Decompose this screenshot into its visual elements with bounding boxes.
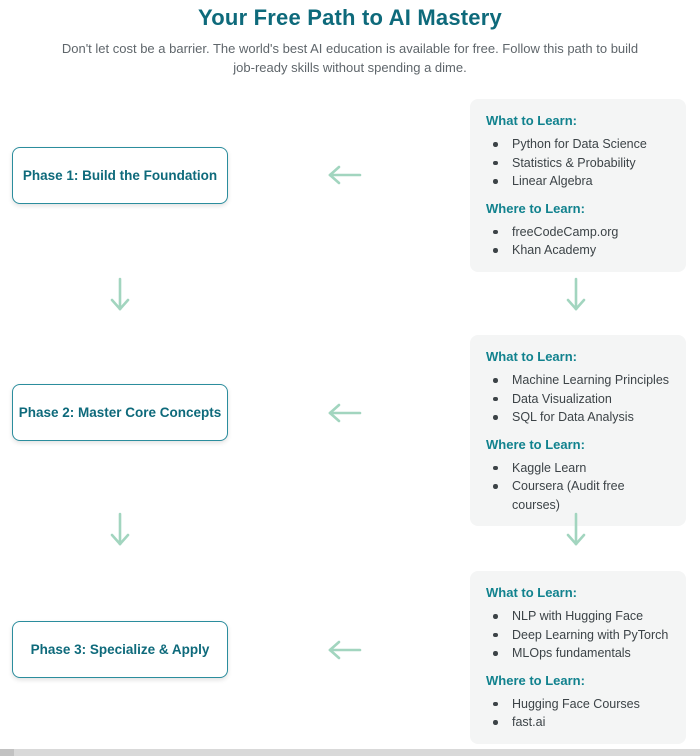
- list-item: Kaggle Learn: [486, 459, 670, 478]
- list-item: Data Visualization: [486, 390, 670, 409]
- left-arrow-icon: [326, 163, 362, 187]
- down-arrow-icon: [108, 277, 132, 313]
- phase-1-details-card: [470, 99, 686, 272]
- phase-box-2: [12, 384, 228, 441]
- horizontal-scrollbar-thumb[interactable]: [0, 749, 14, 756]
- list-item: Deep Learning with PyTorch: [486, 626, 670, 645]
- list-item: Khan Academy: [486, 241, 670, 260]
- what-to-learn-heading: What to Learn:: [486, 349, 577, 364]
- where-to-learn-list: [486, 695, 670, 732]
- list-item: SQL for Data Analysis: [486, 408, 670, 427]
- list-item: MLOps fundamentals: [486, 644, 670, 663]
- down-arrow-icon: [564, 512, 588, 548]
- down-arrow-icon: [108, 512, 132, 548]
- phase-box-1: [12, 147, 228, 204]
- list-item: Machine Learning Principles: [486, 371, 670, 390]
- what-to-learn-list: [486, 371, 670, 427]
- where-to-learn-heading: Where to Learn:: [486, 436, 585, 452]
- page-title: Your Free Path to AI Mastery: [198, 5, 502, 30]
- what-to-learn-list: [486, 135, 670, 191]
- list-item: Coursera (Audit free courses): [486, 477, 670, 514]
- list-item: Linear Algebra: [486, 172, 670, 191]
- what-to-learn-list: [486, 607, 670, 663]
- phase-box-3: [12, 621, 228, 678]
- phase-box-1-label: Phase 1: Build the Foundation: [22, 168, 218, 183]
- horizontal-scrollbar[interactable]: [0, 749, 700, 756]
- where-to-learn-heading: Where to Learn:: [486, 672, 585, 688]
- what-to-learn-heading: What to Learn:: [486, 113, 577, 128]
- phase-2-details-card: [470, 335, 686, 526]
- left-arrow-icon: [326, 401, 362, 425]
- phase-3-details-card: [470, 571, 686, 744]
- list-item: freeCodeCamp.org: [486, 223, 670, 242]
- where-to-learn-heading: Where to Learn:: [486, 200, 585, 216]
- down-arrow-icon: [564, 277, 588, 313]
- list-item: fast.ai: [486, 713, 670, 732]
- list-item: Statistics & Probability: [486, 154, 670, 173]
- page-subtitle: Don't let cost be a barrier. The world's best AI education is available for free. Follow this path to build job-ready skills without spending a dime.: [61, 41, 639, 75]
- left-arrow-icon: [326, 638, 362, 662]
- list-item: Hugging Face Courses: [486, 695, 670, 714]
- list-item: NLP with Hugging Face: [486, 607, 670, 626]
- phase-box-3-label: Phase 3: Specialize & Apply: [30, 642, 210, 657]
- where-to-learn-list: [486, 223, 670, 260]
- phase-box-2-label: Phase 2: Master Core Concepts: [18, 405, 222, 420]
- what-to-learn-heading: What to Learn:: [486, 585, 577, 600]
- where-to-learn-list: [486, 459, 670, 515]
- list-item: Python for Data Science: [486, 135, 670, 154]
